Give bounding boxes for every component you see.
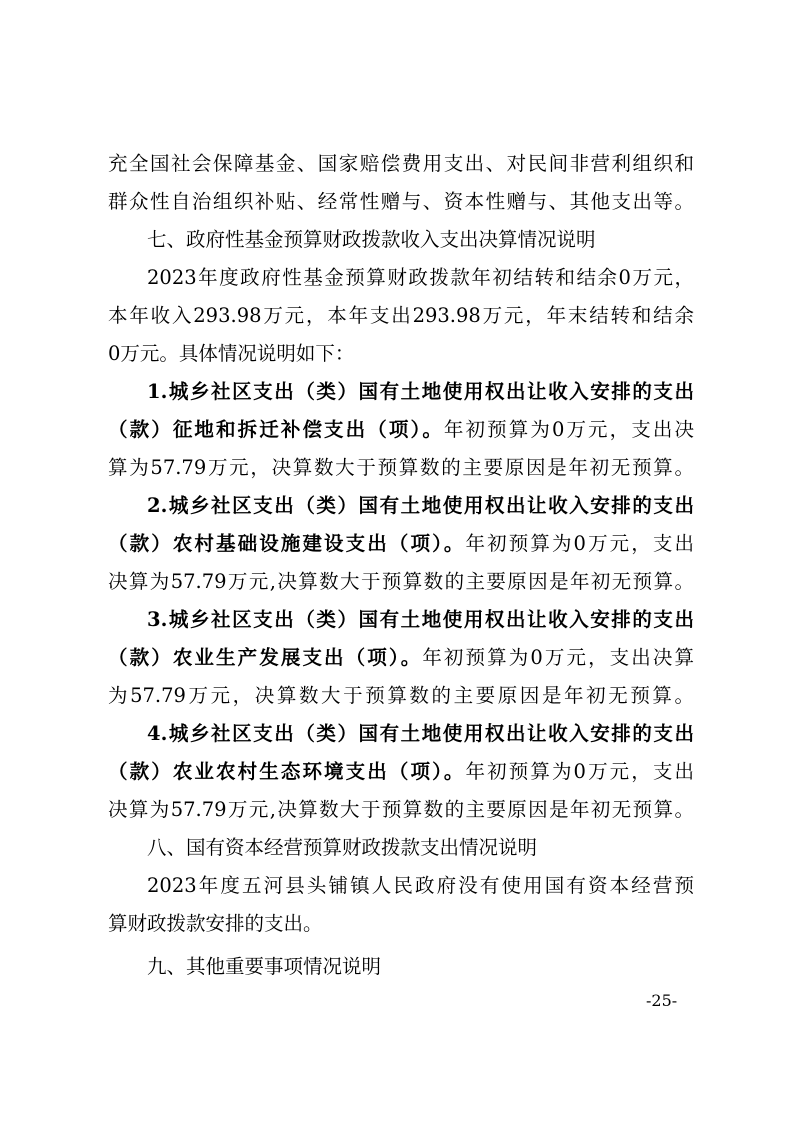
item-1-line-2-rest: 年初预算为0万元，支出决 — [443, 418, 694, 441]
item-3-line-3: 为57.79万元，决算数大于预算数的主要原因是年初无预算。 — [108, 684, 694, 707]
item-1-line-1: 1.城乡社区支出（类）国有土地使用权出让收入安排的支出 — [147, 380, 694, 403]
item-1-line-3: 算为57.79万元，决算数大于预算数的主要原因是年初无预算。 — [108, 456, 694, 479]
item-4-line-1: 4.城乡社区支出（类）国有土地使用权出让收入安排的支出 — [147, 722, 694, 745]
item-3-line-2 — [108, 644, 694, 672]
item-1-line-2 — [108, 416, 694, 444]
item-2-line-2-bold: （款）农村基础设施建设支出（项）。 — [108, 532, 466, 555]
item-3-line-1: 3.城乡社区支出（类）国有土地使用权出让收入安排的支出 — [147, 608, 694, 631]
item-4-line-2-bold: （款）农业农村生态环境支出（项）。 — [108, 760, 466, 783]
section-7-heading: 七、政府性基金预算财政拨款收入支出决算情况说明 — [147, 228, 596, 251]
item-2-line-1: 2.城乡社区支出（类）国有土地使用权出让收入安排的支出 — [147, 494, 694, 517]
section-7-intro-line-2: 本年收入293.98万元，本年支出293.98万元，年末结转和结余 — [108, 304, 694, 327]
page-number: -25- — [646, 991, 678, 1010]
item-2-line-3: 决算为57.79万元,决算数大于预算数的主要原因是年初无预算。 — [108, 570, 694, 593]
item-1-line-2-bold: （款）征地和拆迁补偿支出（项）。 — [108, 418, 444, 441]
item-3-line-2-bold: （款）农业生产发展支出（项）。 — [108, 646, 423, 669]
item-4-line-2-rest: 年初预算为0万元，支出 — [465, 760, 694, 783]
item-2-line-2 — [108, 530, 694, 558]
section-7-intro-line-1: 2023年度政府性基金预算财政拨款年初结转和结余0万元， — [147, 266, 694, 289]
section-8-heading: 八、国有资本经营预算财政拨款支出情况说明 — [147, 836, 538, 859]
item-4-line-3: 决算为57.79万元,决算数大于预算数的主要原因是年初无预算。 — [108, 798, 694, 821]
item-3-line-2-rest: 年初预算为0万元，支出决算 — [422, 646, 694, 669]
item-4-line-2 — [108, 758, 694, 786]
item-2-line-2-rest: 年初预算为0万元，支出 — [465, 532, 694, 555]
body-line-1: 充全国社会保障基金、国家赔偿费用支出、对民间非营利组织和 — [108, 152, 694, 175]
section-7-intro-line-3: 0万元。具体情况说明如下： — [108, 342, 355, 365]
section-9-heading: 九、其他重要事项情况说明 — [147, 955, 382, 978]
section-8-line-2: 算财政拨款安排的支出。 — [108, 912, 323, 935]
section-8-line-1: 2023年度五河县头铺镇人民政府没有使用国有资本经营预 — [147, 874, 694, 897]
body-line-2: 群众性自治组织补贴、经常性赠与、资本性赠与、其他支出等。 — [108, 190, 694, 213]
